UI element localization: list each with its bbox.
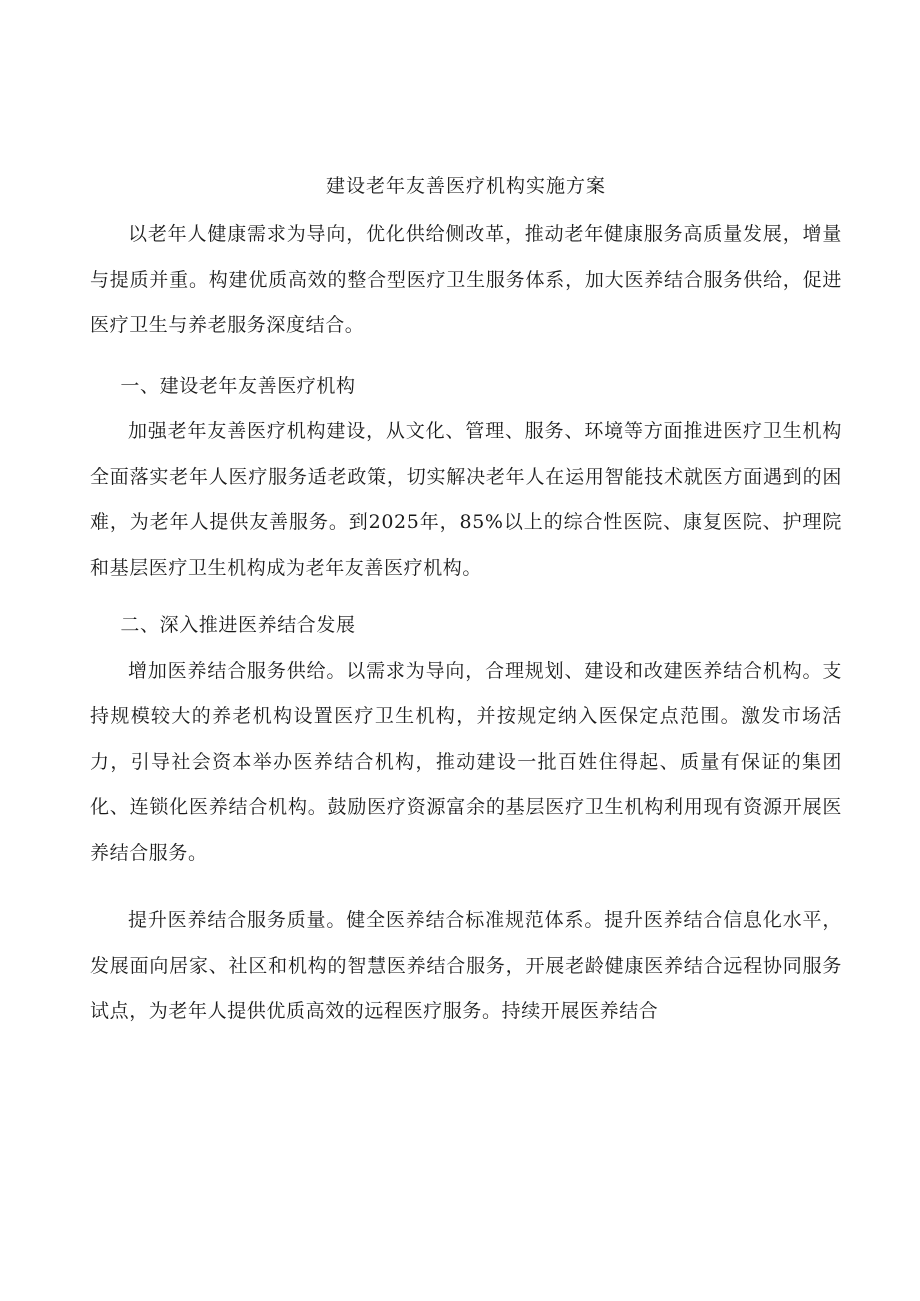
document-title: 建设老年友善医疗机构实施方案 <box>325 175 606 197</box>
spacer <box>90 349 842 364</box>
section-2-paragraph-1: 增加医养结合服务供给。以需求为导向，合理规划、建设和改建医养结合机构。支持规模较大的养老机构设置医疗卫生机构，并按规定纳入医保定点范围。激发市场活力，引导社会资本举办医养结合机构，推动建设一批百姓住得起、质量有保证的集团化、连锁化医养结合机构。鼓励医疗资源富余的基层医疗卫生机构利用现有资源开展医养结合服务。 <box>90 659 842 864</box>
spacer <box>90 876 842 898</box>
section-2-heading: 二、深入推进医养结合发展 <box>120 614 356 636</box>
intro-paragraph: 以老年人健康需求为导向，优化供给侧改革，推动老年健康服务高质量发展，增量与提质并重。构建优质高效的整合型医疗卫生服务体系，加大医养结合服务供给，促进医疗卫生与养老服务深度结合。 <box>90 223 842 336</box>
spacer <box>90 591 842 603</box>
document-page <box>90 166 842 1035</box>
section-2-paragraph-2: 提升医养结合服务质量。健全医养结合标准规范体系。提升医养结合信息化水平，发展面向居家、社区和机构的智慧医养结合服务，开展老龄健康医养结合远程协同服务试点，为老年人提供优质高效的远程医疗服务。持续开展医养结合 <box>90 909 842 1022</box>
section-1-paragraph-1: 加强老年友善医疗机构建设，从文化、管理、服务、环境等方面推进医疗卫生机构全面落实老年人医疗服务适老政策，切实解决老年人在运用智能技术就医方面遇到的困难，为老年人提供友善服务。到2025年，85%以上的综合性医院、康复医院、护理院和基层医疗卫生机构成为老年友善医疗机构。 <box>90 420 842 579</box>
section-1-heading: 一、建设老年友善医疗机构 <box>120 374 356 397</box>
